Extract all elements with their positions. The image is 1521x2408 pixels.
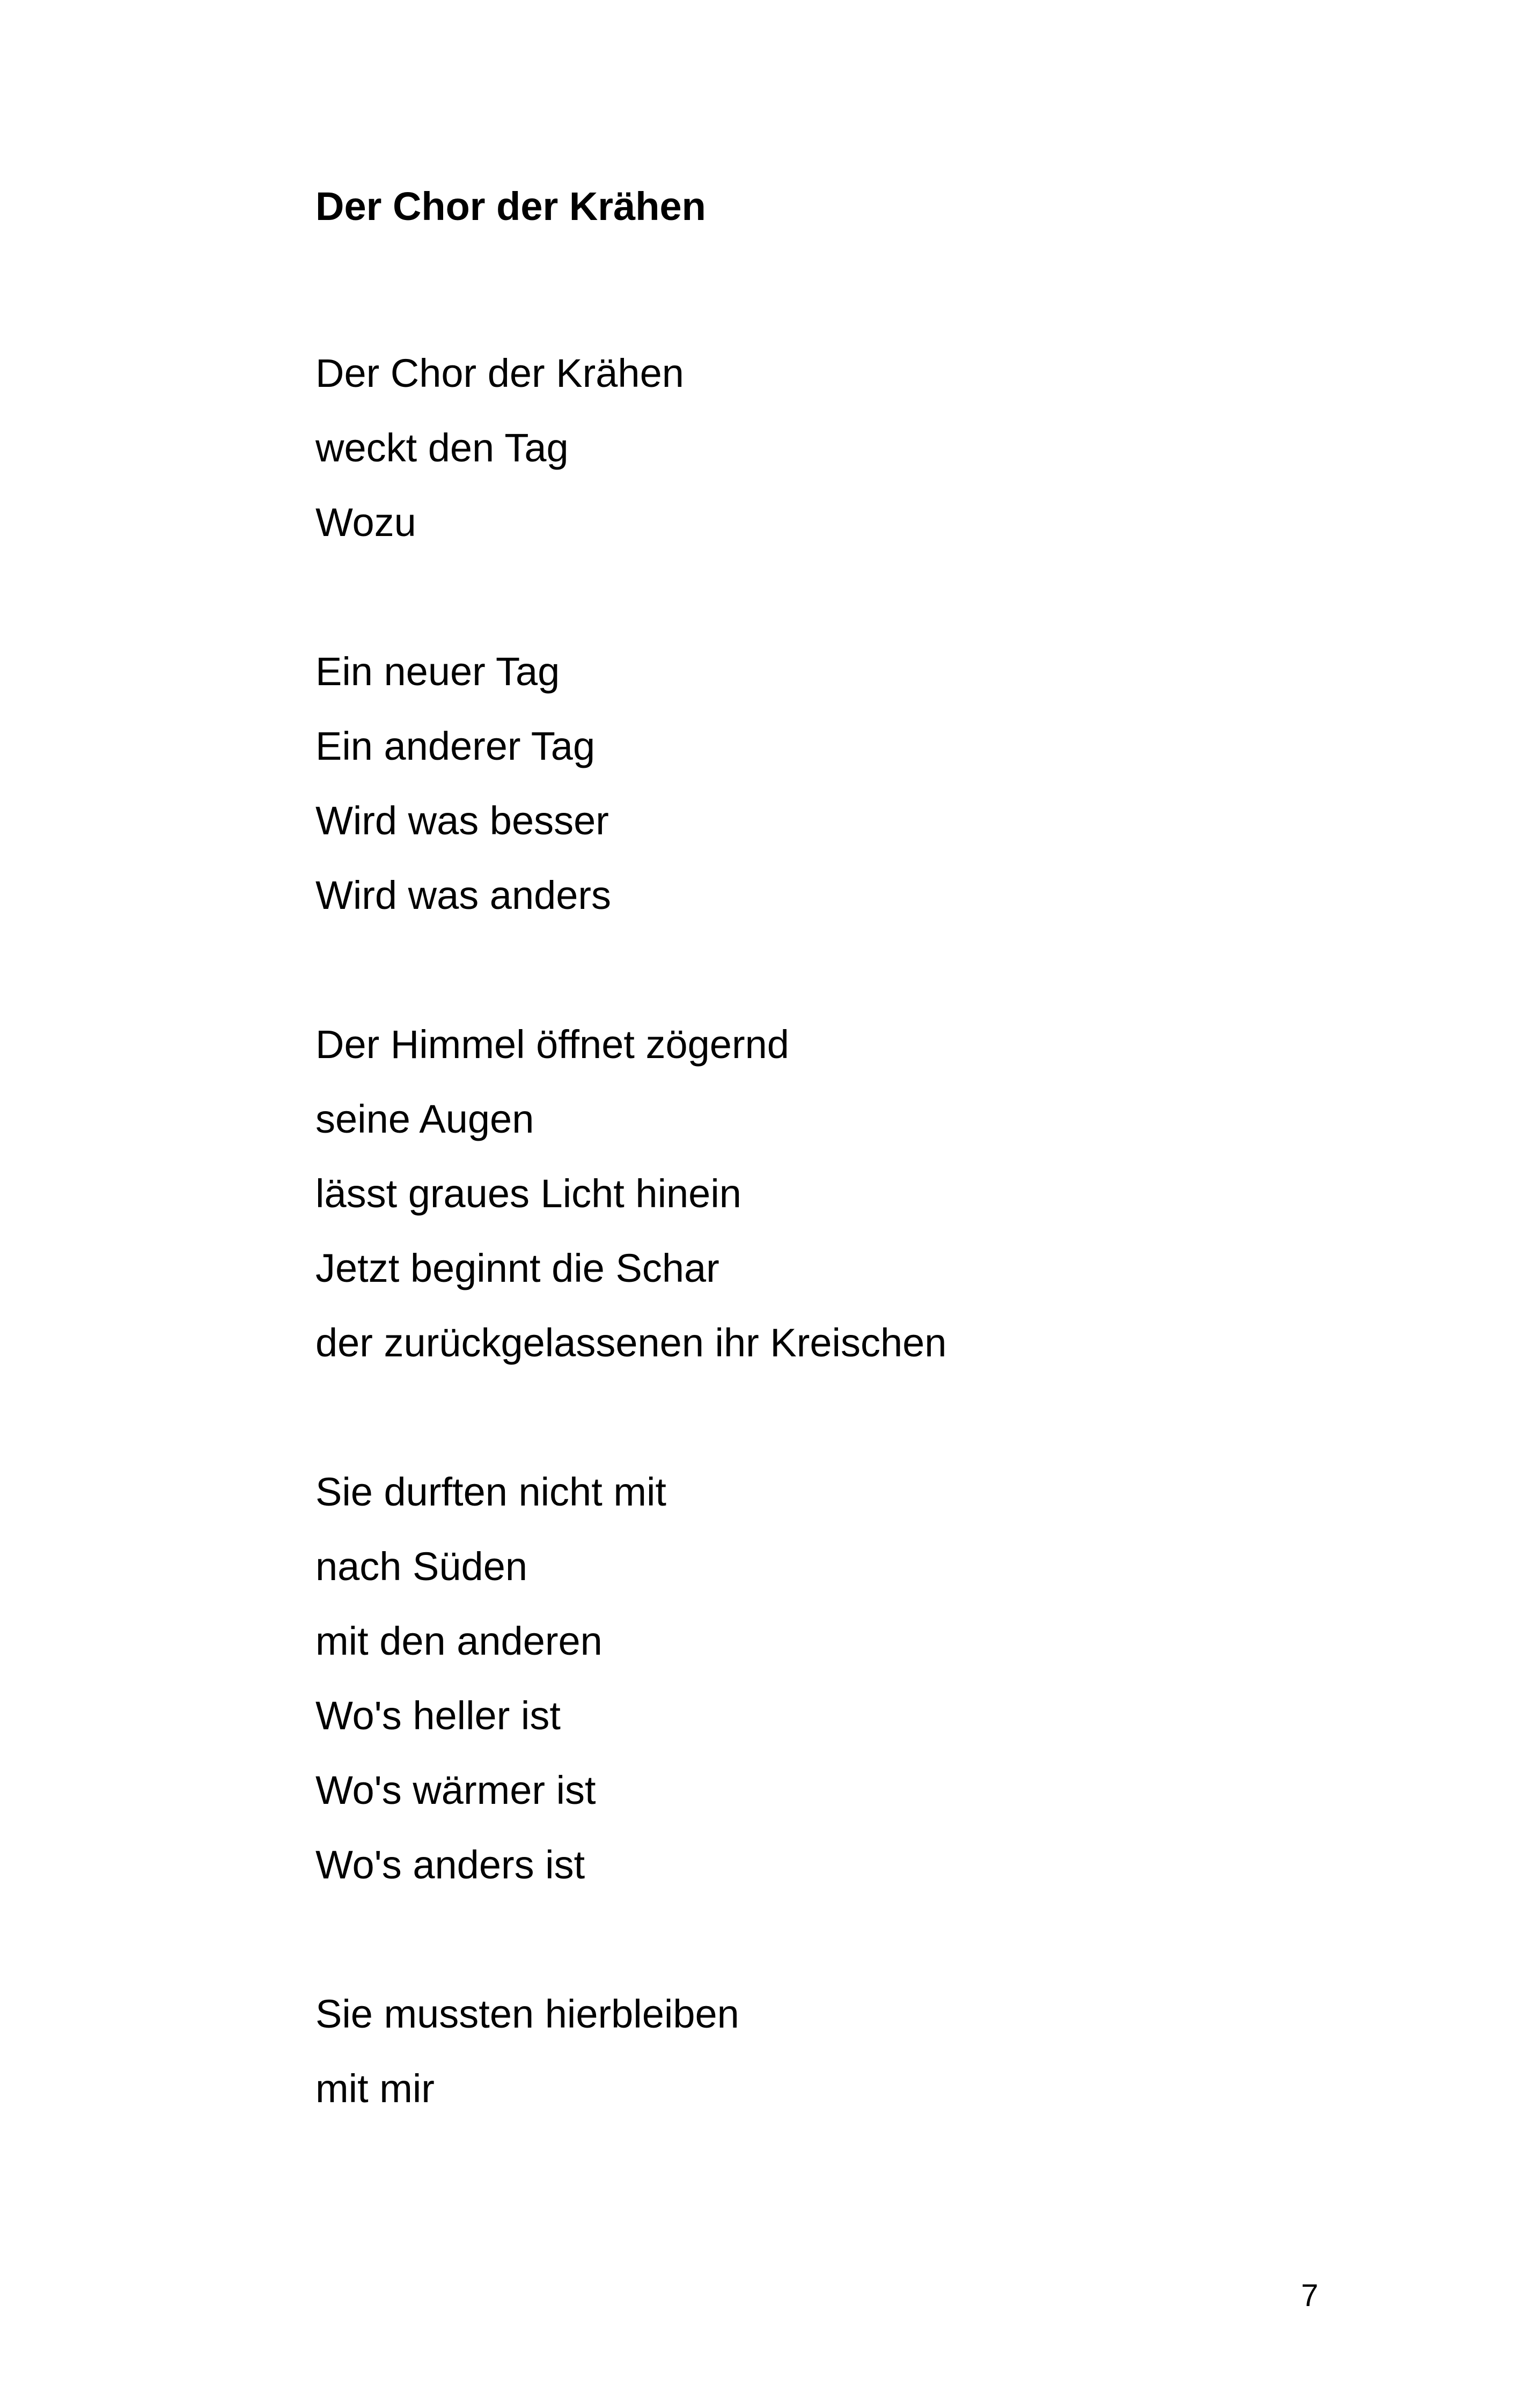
poem-line: Wo's anders ist [315,1842,585,1887]
page-number: 7 [1301,2278,1319,2313]
poem-line: Jetzt beginnt die Schar [315,1246,719,1290]
poem-line: Wo's heller ist [315,1693,561,1738]
poem-line: der zurückgelassenen ihr Kreischen [315,1320,947,1365]
stanza-5 [315,1977,1388,2126]
stanza-4 [315,1455,1388,1902]
stanza-1 [315,336,1388,560]
poem-line: Ein neuer Tag [315,649,560,694]
stanza-3 [315,1007,1388,1380]
poem-line: lässt graues Licht hinein [315,1171,741,1216]
poem-line: seine Augen [315,1097,534,1141]
poem-line: weckt den Tag [315,425,569,470]
poem-line: Wird was besser [315,798,609,843]
poem-line: Wo's wärmer ist [315,1768,596,1812]
poem-line: Sie durften nicht mit [315,1470,666,1514]
poem-line: Wird was anders [315,873,612,917]
poem-line: Der Himmel öffnet zögernd [315,1022,789,1067]
poem-body [315,336,1388,2200]
poem-title: Der Chor der Krähen [315,184,706,229]
poem-line: nach Süden [315,1544,528,1589]
poem-line: Ein anderer Tag [315,724,596,768]
poem-line: Der Chor der Krähen [315,351,684,395]
poem-line: mit mir [315,2066,435,2111]
stanza-2 [315,634,1388,933]
poem-line: Sie mussten hierbleiben [315,1992,739,2036]
poem-line: Wozu [315,500,416,545]
poem-line: mit den anderen [315,1619,602,1663]
